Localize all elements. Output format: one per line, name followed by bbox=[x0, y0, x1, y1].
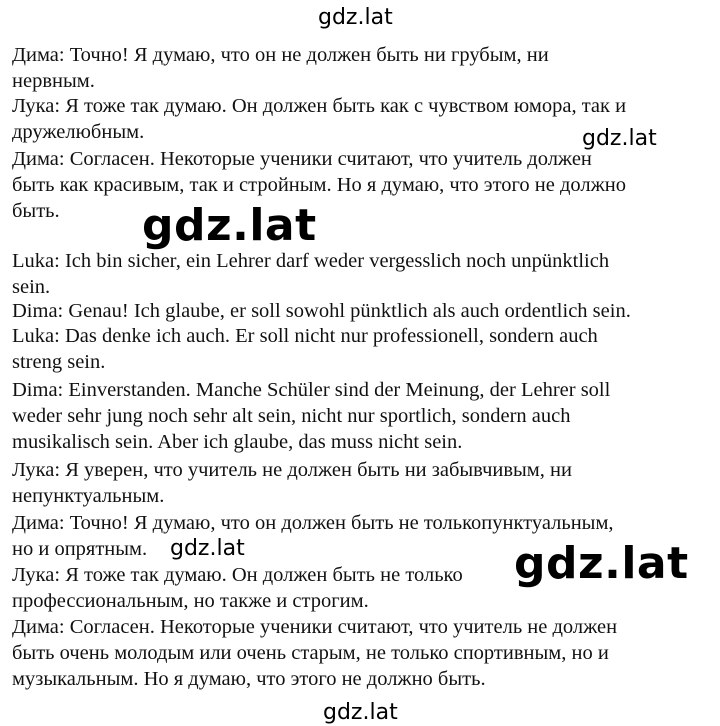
text-line: музыкальным. Но я думаю, что этого не должно быть. bbox=[12, 668, 486, 690]
text-line: непунктуальным. bbox=[12, 485, 165, 507]
text-line: Лука: Я уверен, что учитель не должен быть ни забывчивым, ни bbox=[12, 459, 572, 481]
watermark: gdz.lat bbox=[142, 200, 317, 251]
text-line: Luka: Das denke ich auch. Er soll nicht nur professionell, sondern auch bbox=[12, 325, 598, 347]
watermark: gdz.lat bbox=[323, 700, 398, 725]
text-line: Лука: Я тоже так думаю. Он должен быть как с чувством юмора, так и bbox=[12, 95, 627, 117]
text-line: Dima: Genau! Ich glaube, er soll sowohl pünktlich als auch ordentlich sein. bbox=[12, 300, 631, 322]
text-line: быть как красивым, так и стройным. Но я думаю, что этого не должно bbox=[12, 174, 626, 196]
text-line: Дима: Согласен. Некоторые ученики считают, что учитель не должен bbox=[12, 616, 618, 638]
text-line: быть. bbox=[12, 200, 60, 222]
text-line: streng sein. bbox=[12, 351, 106, 373]
text-line: weder sehr jung noch sehr alt sein, nicht nur sportlich, sondern auch bbox=[12, 405, 571, 427]
watermark: gdz.lat bbox=[170, 536, 245, 561]
text-line: Дима: Точно! Я думаю, что он не должен быть ни грубым, ни bbox=[12, 44, 549, 66]
text-line: дружелюбным. bbox=[12, 121, 145, 143]
text-line: профессиональным, но также и строгим. bbox=[12, 590, 369, 612]
text-line: быть очень молодым или очень старым, не только спортивным, но и bbox=[12, 642, 609, 664]
text-line: но и опрятным. bbox=[12, 538, 148, 560]
text-line: Лука: Я тоже так думаю. Он должен быть не только bbox=[12, 564, 463, 586]
text-line: musikalisch sein. Aber ich glaube, das muss nicht sein. bbox=[12, 431, 463, 453]
watermark: gdz.lat bbox=[514, 538, 689, 589]
text-line: Дима: Точно! Я думаю, что он должен быть не толькопунктуальным, bbox=[12, 512, 614, 534]
text-line: sein. bbox=[12, 276, 51, 298]
text-line: Dima: Einverstanden. Manche Schüler sind der Meinung, der Lehrer soll bbox=[12, 379, 611, 401]
text-line: Дима: Согласен. Некоторые ученики считают, что учитель должен bbox=[12, 148, 592, 170]
text-line: нервным. bbox=[12, 70, 95, 92]
watermark: gdz.lat bbox=[582, 126, 657, 151]
watermark: gdz.lat bbox=[318, 5, 393, 30]
text-line: Luka: Ich bin sicher, ein Lehrer darf weder vergesslich noch unpünktlich bbox=[12, 250, 610, 272]
